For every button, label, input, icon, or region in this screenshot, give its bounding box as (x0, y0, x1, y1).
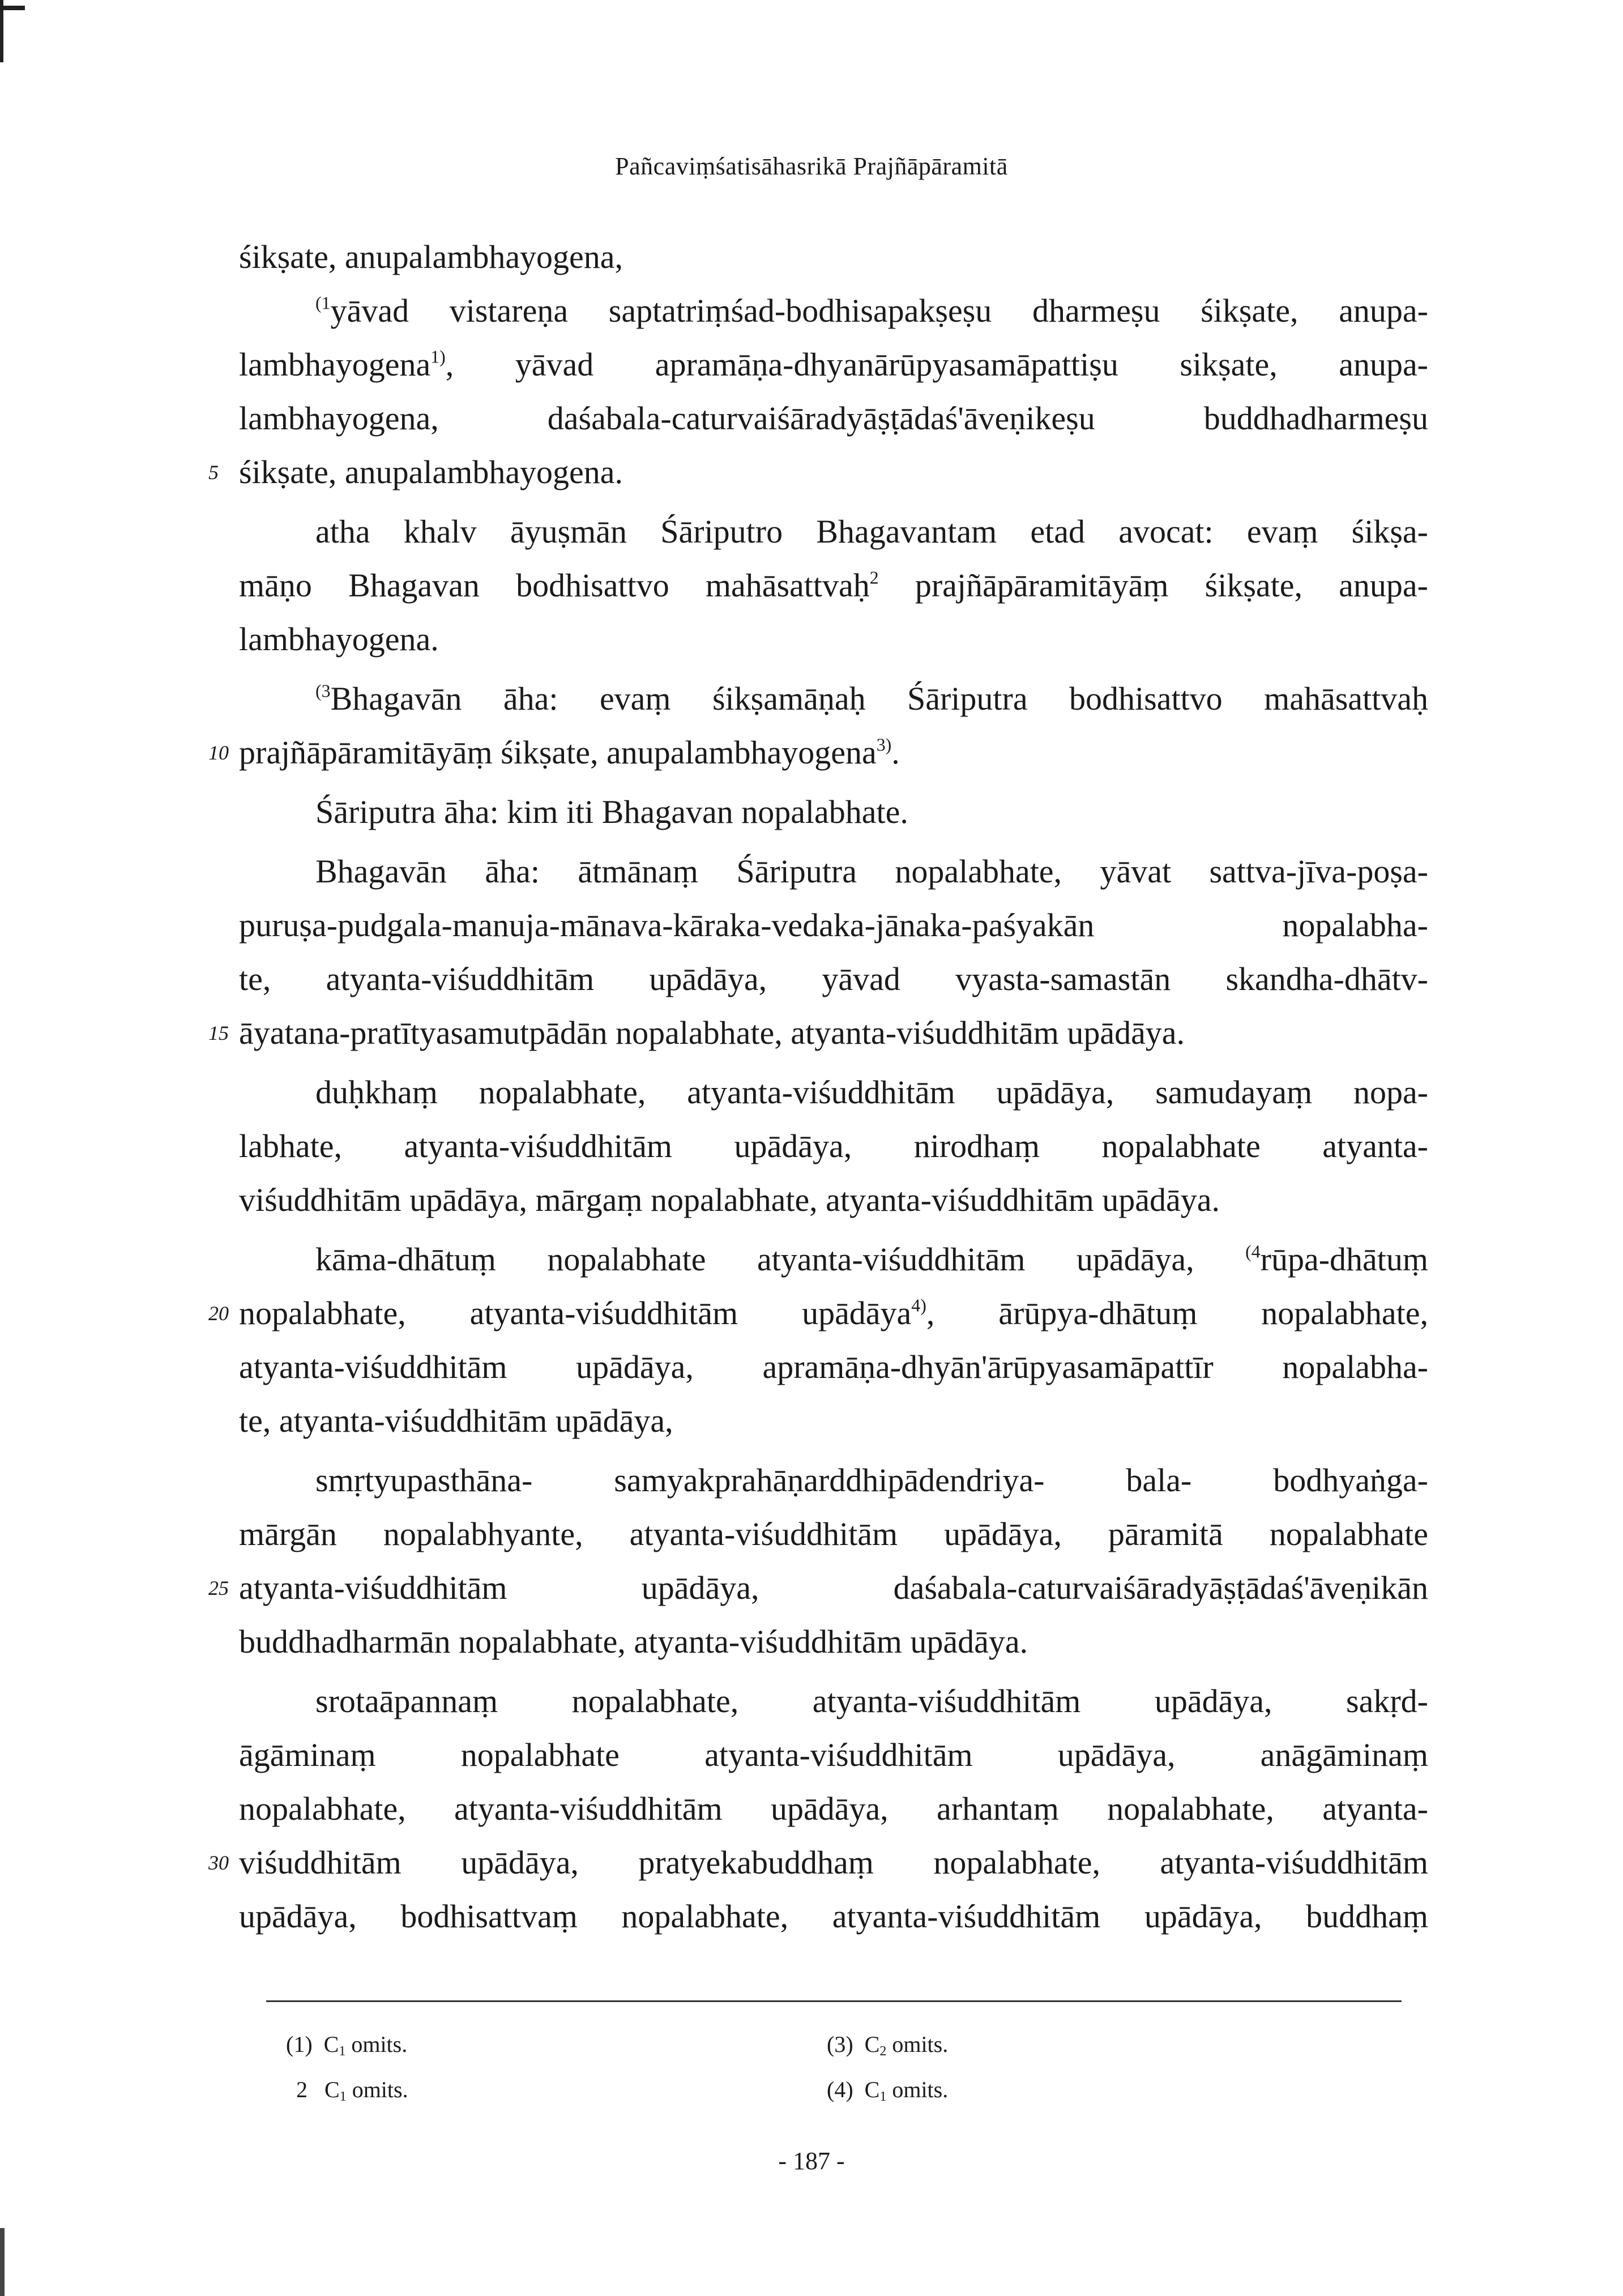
line-number: 25 (208, 1577, 229, 1599)
line-number: 20 (208, 1302, 229, 1325)
text-line: upādāya, bodhisattvaṃ nopalabhate, atyanta-viśuddhitām upādāya, buddhaṃ (239, 1898, 1428, 1935)
text-line: nopalabhate, atyanta-viśuddhitām upādāya, arhantaṃ nopalabhate, atyanta- (239, 1790, 1428, 1827)
text-line: Śāriputra āha: kim iti Bhagavan nopalabhate. (315, 793, 908, 830)
line-number: 30 (208, 1851, 229, 1874)
text-line: puruṣa-pudgala-manuja-mānava-kāraka-vedaka-jānaka-paśyakān nopalabha- (239, 907, 1428, 944)
line-number: 15 (208, 1022, 229, 1044)
text-line: viśuddhitām upādāya, mārgaṃ nopalabhate, atyanta-viśuddhitām upādāya. (239, 1181, 1220, 1218)
footnote-marker: (1) (286, 2032, 313, 2057)
text-line: te, atyanta-viśuddhitām upādāya, (239, 1402, 673, 1439)
footnote-rule (266, 2000, 1402, 2002)
text-line: te, atyanta-viśuddhitām upādāya, yāvad vyasta-samastān skandha-dhātv- (239, 961, 1428, 997)
text-line: Bhagavān āha: ātmānaṃ Śāriputra nopalabhate, yāvat sattva-jīva-poṣa- (315, 853, 1428, 890)
footnote: (1) $C_1$ omits. (286, 2032, 408, 2059)
text-line: lambhayogena, daśabala-caturvaiśāradyāṣṭādaś'āveṇikeṣu buddhadharmeṣu (239, 400, 1428, 437)
text-line: atha khalv āyuṣmān Śāriputro Bhagavantam etad avocat: evaṃ śikṣa- (315, 513, 1428, 550)
footnote-marker: (4) (827, 2077, 853, 2102)
scan-edge-mark (0, 2228, 5, 2296)
text-line: nopalabhate, atyanta-viśuddhitām upādāya$^{4)}$, ārūpya-dhātuṃ nopalabhate, (239, 1295, 1428, 1331)
text-line: lambhayogena. (239, 621, 439, 658)
text-line: viśuddhitām upādāya, pratyekabuddhaṃ nopalabhate, atyanta-viśuddhitām (239, 1844, 1428, 1881)
text-line: srotaāpannaṃ nopalabhate, atyanta-viśuddhitām upādāya, sakṛd- (315, 1683, 1428, 1719)
text-line: atyanta-viśuddhitām upādāya, apramāṇa-dhyān'ārūpyasamāpattīr nopalabha- (239, 1348, 1428, 1385)
footnote: (3) $C_2$ omits. (827, 2032, 949, 2059)
footnote: 2 $C_1$ omits. (296, 2077, 408, 2104)
line-number: 10 (208, 741, 229, 764)
text-line: āgāminaṃ nopalabhate atyanta-viśuddhitām upādāya, anāgāminaṃ (239, 1736, 1428, 1773)
text-line: atyanta-viśuddhitām upādāya, daśabala-caturvaiśāradyāṣṭādaś'āveṇikān (239, 1569, 1428, 1606)
text-line: duḥkhaṃ nopalabhate, atyanta-viśuddhitām upādāya, samudayaṃ nopa- (315, 1074, 1428, 1111)
text-line: smṛtyupasthāna- samyakprahāṇarddhipādendriya- bala- bodhyaṅga- (315, 1462, 1428, 1499)
page-number: - 187 - (778, 2147, 845, 2175)
line-number: 5 (208, 461, 219, 484)
running-header: Pañcaviṃśatisāhasrikā Prajñāpāramitā (615, 152, 1008, 180)
text-line-content: yāvad vistareṇa saptatriṃśad-bodhisapakṣeṣu dharmeṣu śikṣate, anupa- (330, 292, 1428, 329)
scan-edge-mark (0, 6, 25, 10)
text-line: $^{(3}$Bhagavān āha: evaṃ śikṣamāṇaḥ Śāriputra bodhisattvo mahāsattvaḥ (315, 680, 1428, 717)
text-line: mārgān nopalabhyante, atyanta-viśuddhitām upādāya, pāramitā nopalabhate (239, 1516, 1428, 1552)
text-line: śikṣate, anupalambhayogena, (239, 238, 623, 275)
text-line: lambhayogena$^{1)}$, yāvad apramāṇa-dhyanārūpyasamāpattiṣu sikṣate, anupa- (239, 346, 1428, 383)
footnote-marker: 2 (296, 2077, 307, 2102)
text-line: $^{(1}$yāvad vistareṇa saptatriṃśad-bodhisapakṣeṣu dharmeṣu śikṣate, anupa- (315, 292, 1428, 329)
text-line: labhate, atyanta-viśuddhitām upādāya, nirodhaṃ nopalabhate atyanta- (239, 1128, 1428, 1164)
text-line: kāma-dhātuṃ nopalabhate atyanta-viśuddhitām upādāya, $^{(4}$rūpa-dhātuṃ (315, 1241, 1428, 1278)
text-line: prajñāpāramitāyāṃ śikṣate, anupalambhayogena$^{3)}$. (239, 734, 900, 771)
footnote: (4) $C_1$ omits. (827, 2077, 949, 2104)
text-line: māṇo Bhagavan bodhisattvo mahāsattvaḥ$^2$ prajñāpāramitāyāṃ śikṣate, anupa- (239, 567, 1428, 604)
text-line: buddhadharmān nopalabhate, atyanta-viśuddhitām upādāya. (239, 1623, 1028, 1660)
text-line: āyatana-pratītyasamutpādān nopalabhate, atyanta-viśuddhitām upādāya. (239, 1014, 1185, 1051)
text-line: śikṣate, anupalambhayogena. (239, 454, 623, 490)
footnote-marker: (3) (827, 2032, 853, 2057)
